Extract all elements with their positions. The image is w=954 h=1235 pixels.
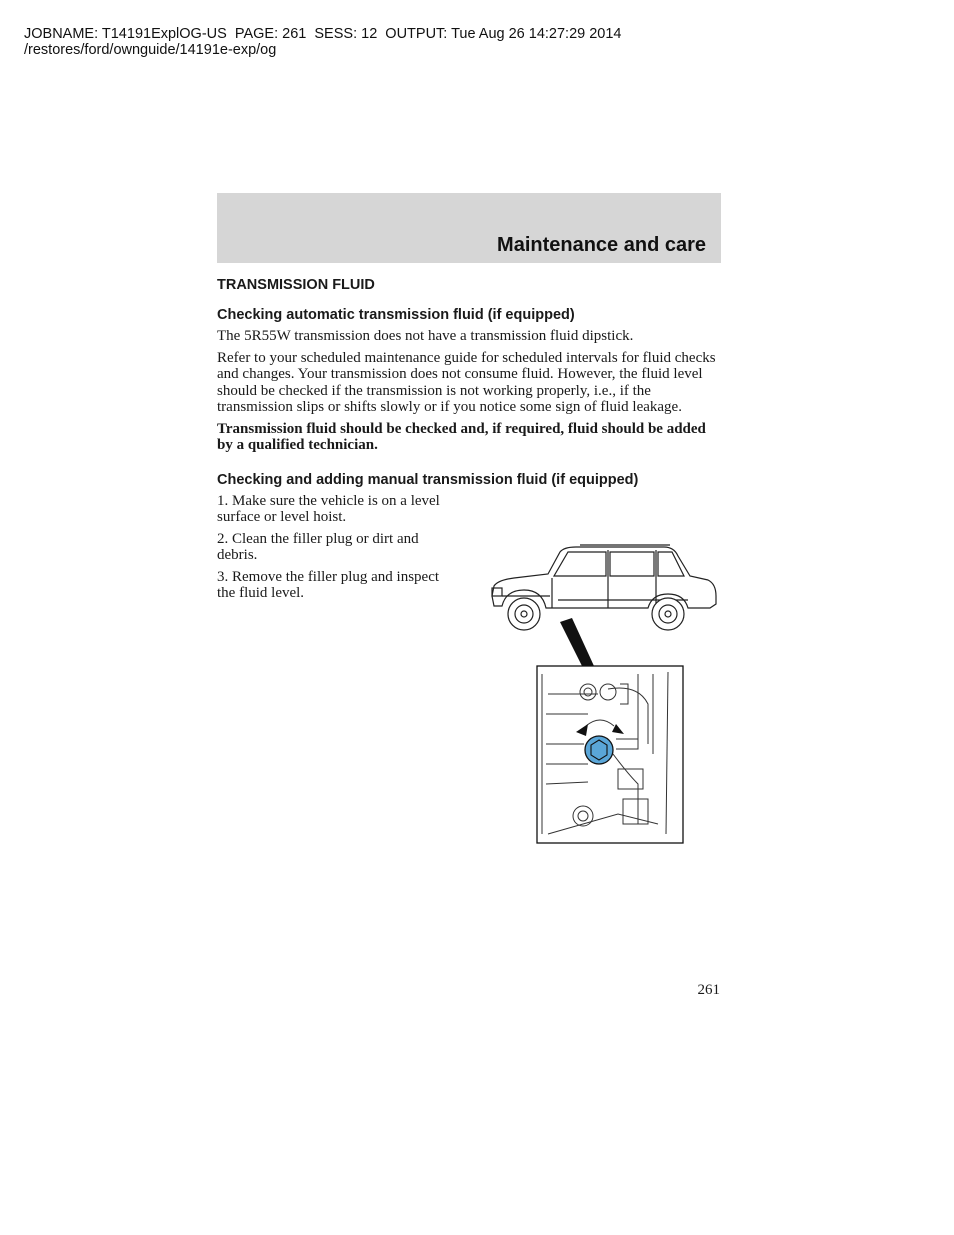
auto-subheading: Checking automatic transmission fluid (if equipped) <box>217 307 575 323</box>
suv-illustration-icon <box>488 544 720 846</box>
section-title: Maintenance and care <box>497 234 706 256</box>
transmission-plug-figure <box>488 544 720 846</box>
step-2: 2. Clean the filler plug or dirt and debris. <box>217 530 419 563</box>
manual-subheading: Checking and adding manual transmission fluid (if equipped) <box>217 471 639 488</box>
auto-paragraph-1: The 5R55W transmission does not have a transmission fluid dipstick. <box>217 328 634 344</box>
warning-paragraph: Transmission fluid should be checked and, if required, fluid should be added by a qualified technician. <box>217 420 706 453</box>
section-header-band <box>217 193 721 263</box>
auto-paragraph-2: Refer to your scheduled maintenance guide for scheduled intervals for fluid checks and changes. Your transmission does not consume fluid. However, the fluid level should be checked if the transmission is not working properly, i.e., if the transmission slips or shifts slowly or if you notice some sign of fluid leakage. <box>217 349 716 415</box>
page-number: 261 <box>697 982 720 998</box>
job-info <box>24 26 622 58</box>
section-heading: TRANSMISSION FLUID <box>217 277 375 293</box>
job-info-line-2: /restores/ford/ownguide/14191e-exp/og <box>24 42 277 58</box>
step-1: 1. Make sure the vehicle is on a level surface or level hoist. <box>217 492 440 525</box>
job-info-line-1: JOBNAME: T14191ExplOG-US PAGE: 261 SESS: 12 OUTPUT: Tue Aug 26 14:27:29 2014 <box>24 26 622 42</box>
steps-list <box>217 493 457 602</box>
step-3: 3. Remove the filler plug and inspect the fluid level. <box>217 568 440 601</box>
